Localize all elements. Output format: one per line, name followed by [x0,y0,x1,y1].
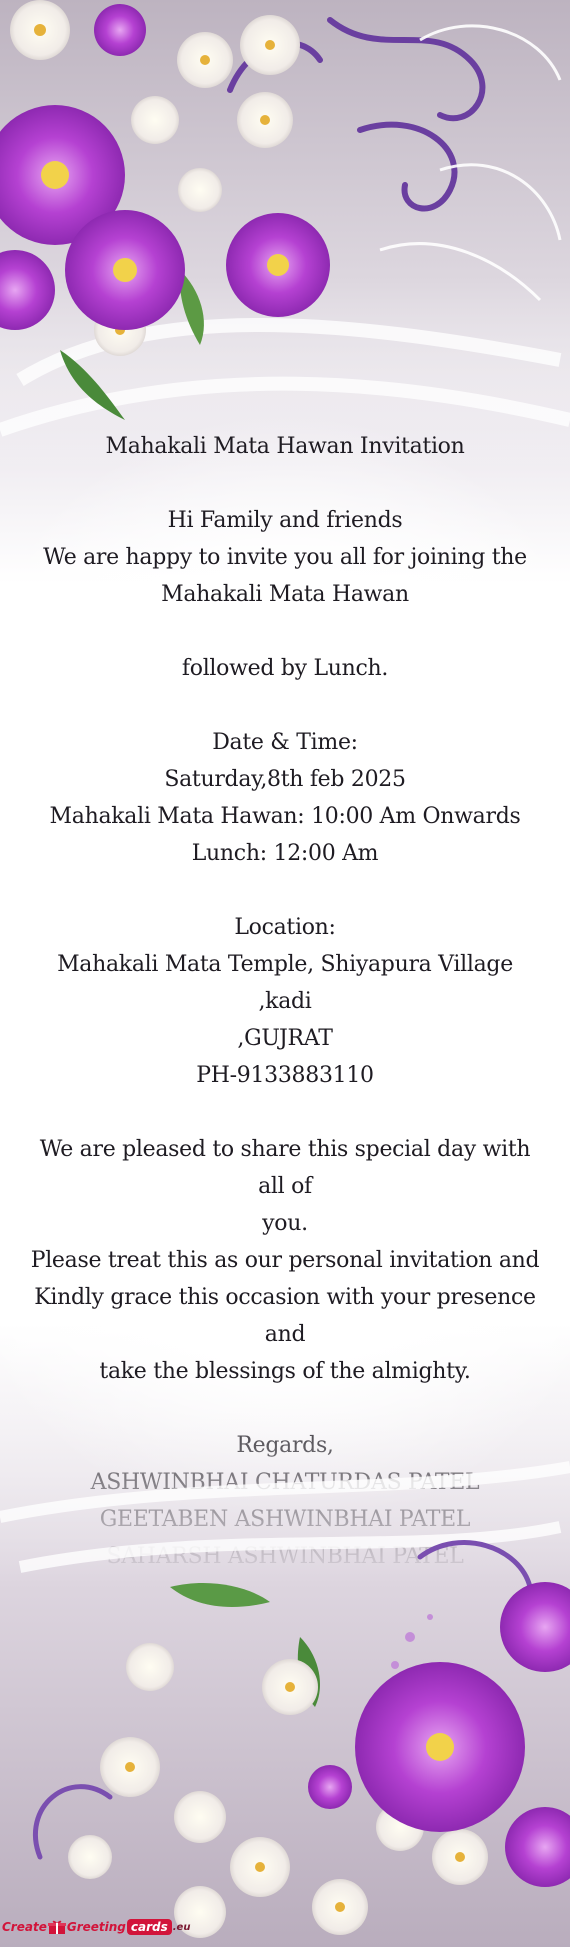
location-heading: Location: [234,915,336,940]
floral-bottom-decoration [0,1387,570,1947]
floral-top-decoration [0,0,570,470]
location-line-2: ,GUJRAT [237,1026,333,1051]
followed-by-lunch: followed by Lunch. [181,656,389,681]
location-line-1: Mahakali Mata Temple, Shiyapura Village ,kadi [57,952,513,1014]
logo-suffix-text: .eu [172,1921,191,1933]
creategreetingcards-logo[interactable] [2,1911,190,1943]
datetime-heading: Date & Time: [212,730,358,755]
gift-box-icon [48,1919,66,1935]
intro-line-2: Mahakali Mata Hawan [161,582,409,607]
message-line-1: We are pleased to share this special day with all of [39,1137,531,1199]
event-date: Saturday,8th feb 2025 [164,767,406,792]
message-line-4: Kindly grace this occasion with your presence and [34,1285,536,1347]
invitation-title: Mahakali Mata Hawan Invitation [105,434,465,459]
hawan-time: Mahakali Mata Hawan: 10:00 Am Onwards [49,804,521,829]
logo-create-text: Create [2,1920,47,1934]
lunch-time: Lunch: 12:00 Am [191,841,379,866]
message-line-2: you. [262,1211,308,1236]
intro-line-1: We are happy to invite you all for joining the [43,545,527,570]
message-line-5: take the blessings of the almighty. [99,1359,471,1384]
message-line-3: Please treat this as our personal invitation and [30,1248,540,1273]
greeting-line: Hi Family and friends [167,508,403,533]
logo-greeting-text: Greeting [66,1920,126,1934]
logo-cards-text: cards [127,1919,172,1935]
phone-number: PH-9133883110 [196,1063,374,1088]
